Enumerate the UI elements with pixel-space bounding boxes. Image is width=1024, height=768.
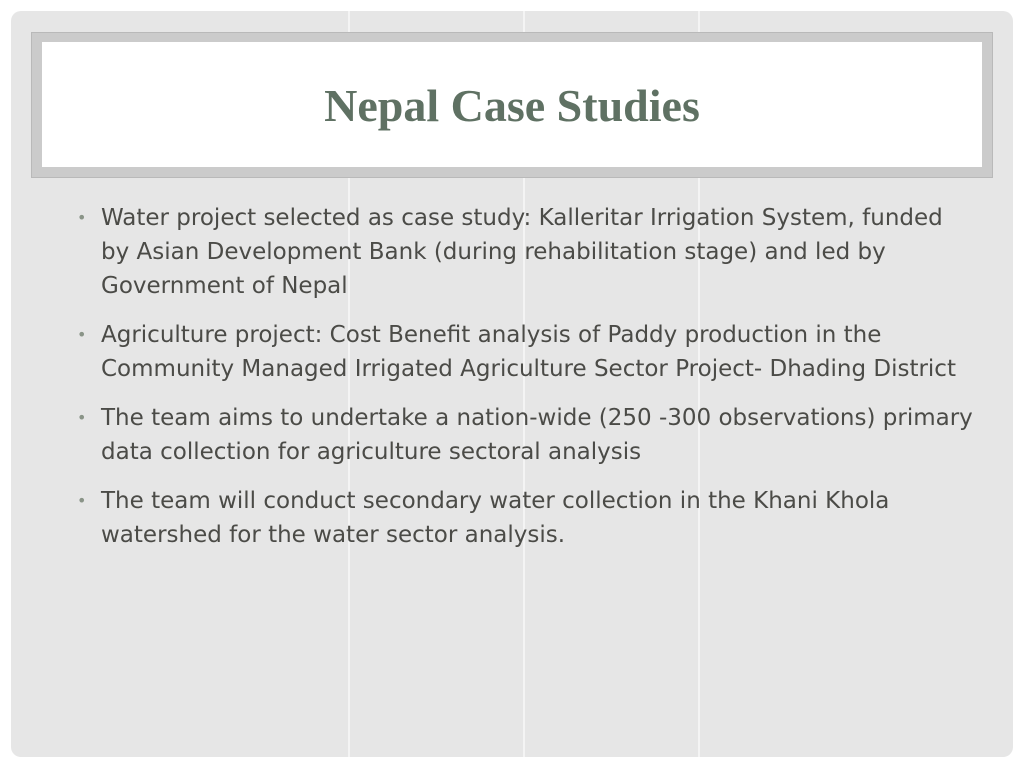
bullet-item xyxy=(73,318,973,386)
slide-title: Nepal Case Studies xyxy=(324,79,700,131)
bullet-text: Water project selected as case study: Kalleritar Irrigation System, funded by Asian Development Bank (during rehabilitation stage) and led by Government of Nepal xyxy=(101,205,943,299)
bullet-icon: • xyxy=(77,491,87,510)
bullet-item xyxy=(73,401,973,469)
title-box xyxy=(42,42,982,167)
bullet-item xyxy=(73,201,973,303)
bullet-icon: • xyxy=(77,408,87,427)
bullet-text: Agriculture project: Cost Benefit analysis of Paddy production in the Community Managed Irrigated Agriculture Sector Project- Dhading District xyxy=(101,322,956,382)
bullet-text: The team aims to undertake a nation-wide (250 -300 observations) primary data collection for agriculture sectoral analysis xyxy=(101,405,973,465)
bullet-icon: • xyxy=(77,208,87,227)
bullet-list xyxy=(73,201,973,567)
bullet-item xyxy=(73,484,973,552)
bullet-text: The team will conduct secondary water collection in the Khani Khola watershed for the water sector analysis. xyxy=(101,488,890,548)
bullet-icon: • xyxy=(77,325,87,344)
title-frame xyxy=(31,32,993,178)
slide xyxy=(11,11,1013,757)
